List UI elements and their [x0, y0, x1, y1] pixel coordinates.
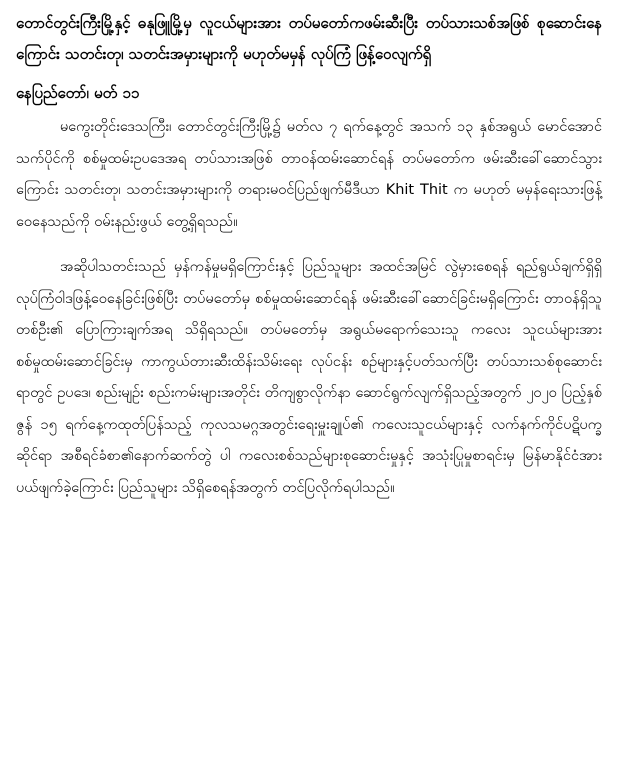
article-headline: တောင်တွင်းကြီးမြို့နှင့် ဓနုဖြူမြို့မှ လူငယ်များအား တပ်မတော်ကဖမ်းဆီးပြီး တပ်သားသစ်အဖြစ် စုဆောင်းနေကြောင်း သတင်းတု၊ သတင်းအမှားများကို မဟုတ်မမှန် လုပ်ကြံ ဖြန့်ဝေလျက်ရှိ: [16, 14, 602, 63]
article-paragraph-1: မကွေးတိုင်းဒေသကြီး၊ တောင်တွင်းကြီးမြို့၌ မတ်လ ၇ ရက်နေ့တွင် အသက် ၁၃ နှစ်အရွယ် မောင်အောင်သက်ပိုင်ကို စစ်မှုထမ်းဥပဒေအရ တပ်သားအဖြစ် တာဝန်ထမ်းဆောင်ရန် တပ်မတော်က ဖမ်းဆီးခေါ်ဆောင်သွားကြောင်း သတင်းတု၊ သတင်းအမှားများကို တရားမဝင်ပြည်ဖျက်မီဒီယာ Khit Thit က မဟုတ် မမှန်ရေးသားဖြန့်ဝေနေသည်ကို ဝမ်းနည်းဖွယ် တွေ့ရှိရသည်။: [16, 119, 602, 230]
article-dateline: နေပြည်တော်၊ မတ် ၁၁: [16, 84, 140, 102]
article-paragraph-2: အဆိုပါသတင်းသည် မှန်ကန်မှုမရှိကြောင်းနှင့် ပြည်သူများ အထင်အမြင် လွဲမှားစေရန် ရည်ရွယ်ချက်ရှိရှိ လုပ်ကြံဝါဒဖြန့်ဝေနေခြင်းဖြစ်ပြီး တပ်မတော်မှ စစ်မှုထမ်းဆောင်ရန် ဖမ်းဆီးခေါ်ဆောင်ခြင်းမရှိကြောင်း တာဝန်ရှိသူ တစ်ဦး၏ ပြောကြားချက်အရ သိရှိရသည်။ တပ်မတော်မှ အရွယ်မရောက်သေးသူ ကလေး သူငယ်များအား စစ်မှုထမ်းဆောင်ခြင်းမှ ကာကွယ်တားဆီးထိန်းသိမ်းရေး လုပ်ငန်း စဉ်များနှင့်ပတ်သက်ပြီး တပ်သားသစ်စုဆောင်းရာတွင် ဥပဒေ၊ စည်းမျဉ်း စည်းကမ်းများအတိုင်း တိကျစွာလိုက်နာ ဆောင်ရွက်လျက်ရှိသည့်အတွက် ၂၀၂၀ ပြည့်နှစ် ဇွန် ၁၅ ရက်နေ့ကထုတ်ပြန်သည့် ကုလသမဂ္ဂအတွင်းရေးမှူးချုပ်၏ ကလေးသူငယ်များနှင့် လက်နက်ကိုင်ပဋိပက္ခဆိုင်ရာ အစီရင်ခံစာ၏နောက်ဆက်တွဲ ပါ ကလေးစစ်သည်များစုဆောင်းမှုနှင့် အသုံးပြုမှုစာရင်းမှ မြန်မာနိုင်ငံအား ပယ်ဖျက်ခဲ့ကြောင်း ပြည်သူများ သိရှိစေရန်အတွက် တင်ပြလိုက်ရပါသည်။: [16, 259, 602, 496]
